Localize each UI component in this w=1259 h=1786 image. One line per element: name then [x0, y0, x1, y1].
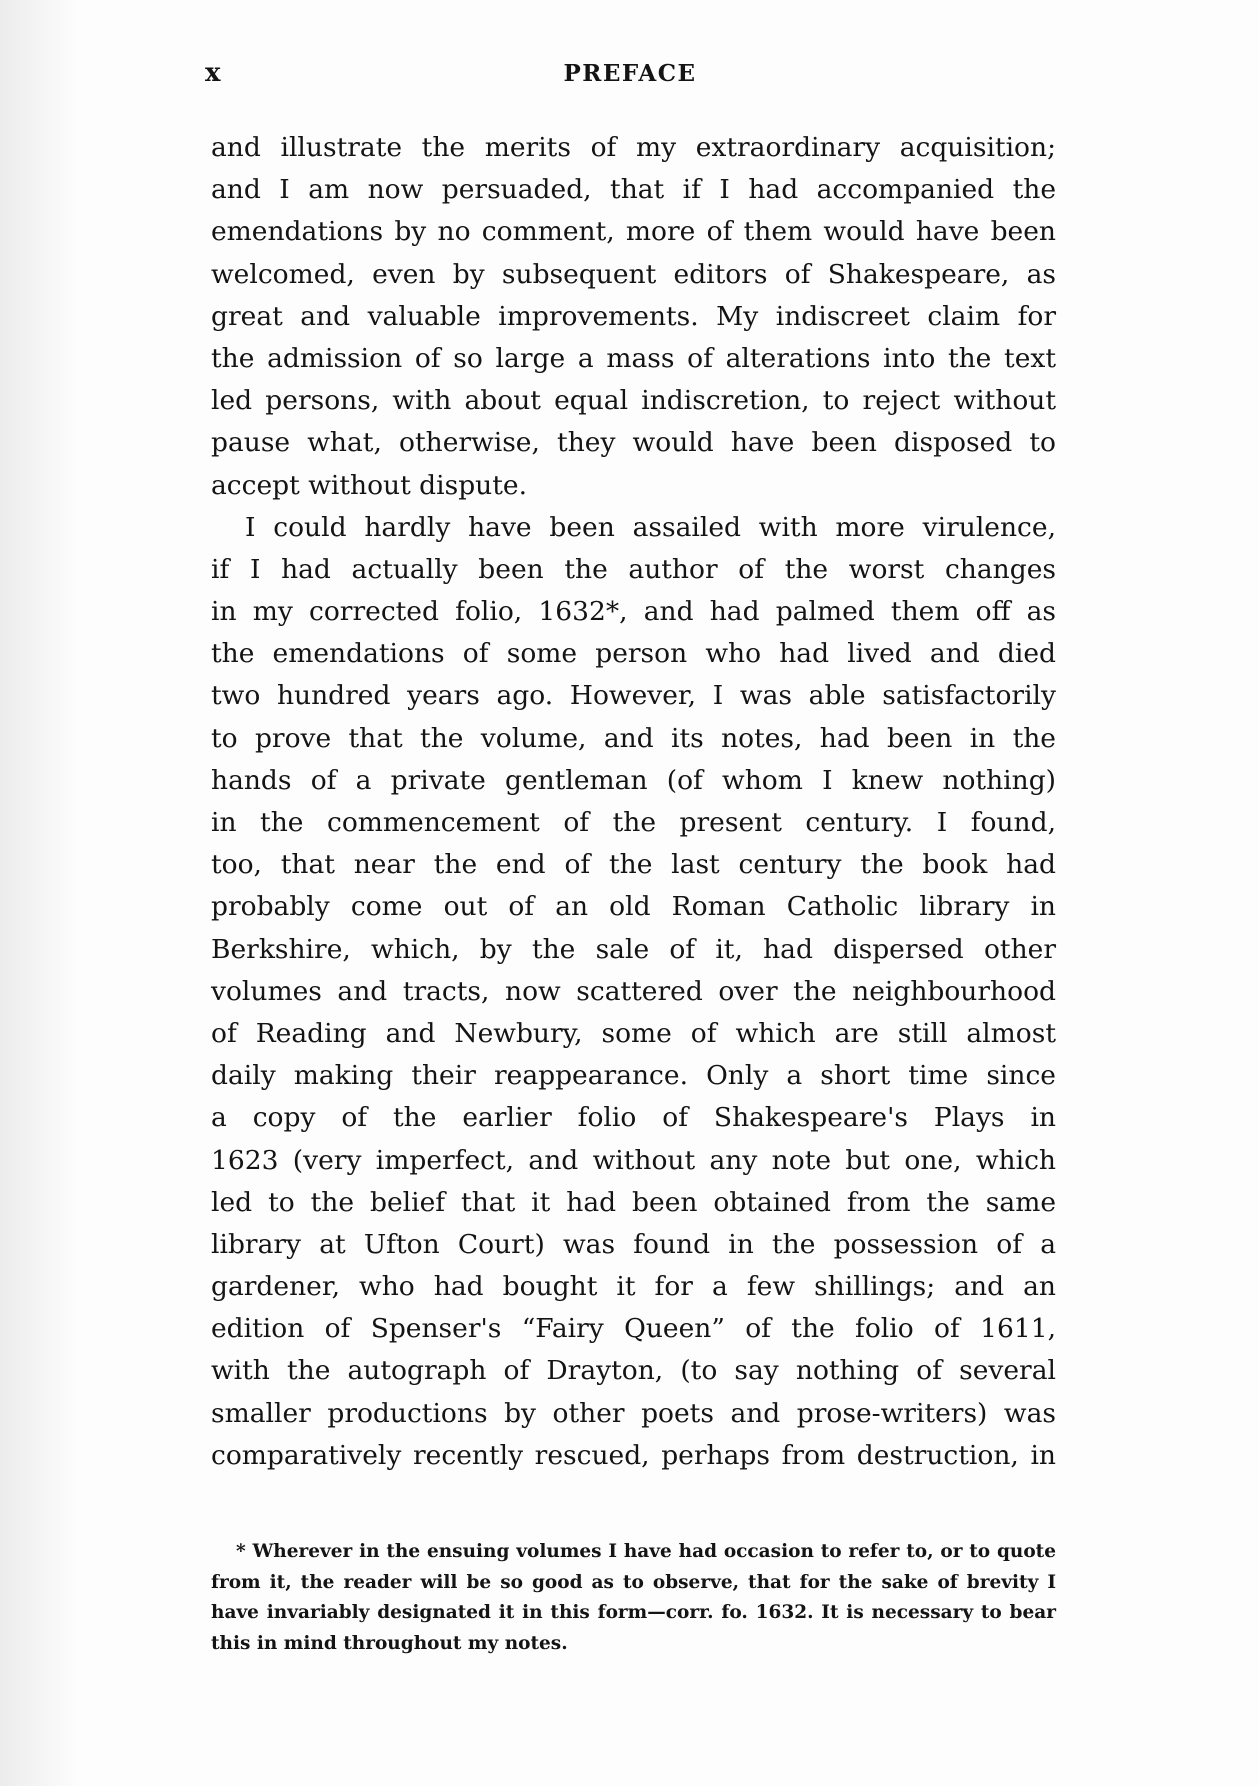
text-line: two hundred years ago. However, I was able satisfactorily	[211, 680, 1056, 712]
footnote-line: this in mind throughout my notes.	[211, 1632, 568, 1654]
text-line: pause what, otherwise, they would have been disposed to	[211, 427, 1056, 459]
text-line: library at Ufton Court) was found in the possession of a	[211, 1228, 1056, 1260]
footnote-line: have invariably designated it in this form—corr. fo. 1632. It is necessary to bear	[211, 1602, 1056, 1623]
paragraph-start-line: I could hardly have been assailed with more virulence,	[245, 511, 1056, 543]
text-line: probably come out of an old Roman Catholic library in	[211, 891, 1056, 923]
text-line: the emendations of some person who had lived and died	[211, 638, 1056, 670]
text-line: if I had actually been the author of the worst changes	[211, 553, 1056, 585]
footnote-line: from it, the reader will be so good as to observe, that for the sake of brevity I	[211, 1571, 1056, 1593]
text-line: Berkshire, which, by the sale of it, had dispersed other	[211, 933, 1056, 965]
text-line: smaller productions by other poets and prose-writers) was	[211, 1397, 1056, 1429]
page-number: x	[205, 58, 221, 88]
text-line: a copy of the earlier folio of Shakespeare's Plays in	[211, 1102, 1056, 1134]
text-line: emendations by no comment, more of them would have been	[211, 216, 1056, 248]
text-line: and illustrate the merits of my extraordinary acquisition;	[211, 132, 1056, 163]
text-line: led persons, with about equal indiscretion, to reject without	[211, 385, 1056, 417]
page-gutter-shadow	[0, 0, 78, 1786]
running-head: PREFACE	[563, 60, 697, 87]
footnote	[211, 1537, 1056, 1659]
body-text	[211, 127, 1056, 1477]
text-line: in the commencement of the present century. I found,	[211, 807, 1056, 838]
text-line: of Reading and Newbury, some of which are still almost	[211, 1017, 1056, 1049]
text-line: hands of a private gentleman (of whom I knew nothing)	[211, 764, 1056, 796]
text-line: in my corrected folio, 1632*, and had palmed them off as	[211, 596, 1056, 628]
page-header	[205, 58, 1055, 98]
text-line: and I am now persuaded, that if I had accompanied the	[211, 174, 1056, 206]
text-line: to prove that the volume, and its notes, had been in the	[211, 722, 1056, 754]
text-line: gardener, who had bought it for a few shillings; and an	[211, 1271, 1056, 1303]
paragraph-end-line: accept without dispute.	[211, 469, 527, 501]
text-line: volumes and tracts, now scattered over the neighbourhood	[211, 975, 1056, 1007]
text-line: daily making their reappearance. Only a short time since	[211, 1060, 1056, 1092]
text-line: led to the belief that it had been obtained from the same	[211, 1186, 1056, 1218]
text-line: too, that near the end of the last century the book had	[211, 849, 1056, 881]
text-line: great and valuable improvements. My indiscreet claim for	[211, 300, 1056, 332]
text-line: comparatively recently rescued, perhaps from destruction, in	[211, 1439, 1056, 1471]
text-line: with the autograph of Drayton, (to say nothing of several	[211, 1355, 1056, 1387]
text-line: the admission of so large a mass of alterations into the text	[211, 342, 1056, 374]
text-line: 1623 (very imperfect, and without any note but one, which	[211, 1144, 1056, 1176]
footnote-line: * Wherever in the ensuing volumes I have had occasion to refer to, or to quote	[236, 1541, 1056, 1562]
text-line: welcomed, even by subsequent editors of Shakespeare, as	[211, 258, 1056, 290]
text-line: edition of Spenser's “Fairy Queen” of the folio of 1611,	[211, 1313, 1056, 1345]
